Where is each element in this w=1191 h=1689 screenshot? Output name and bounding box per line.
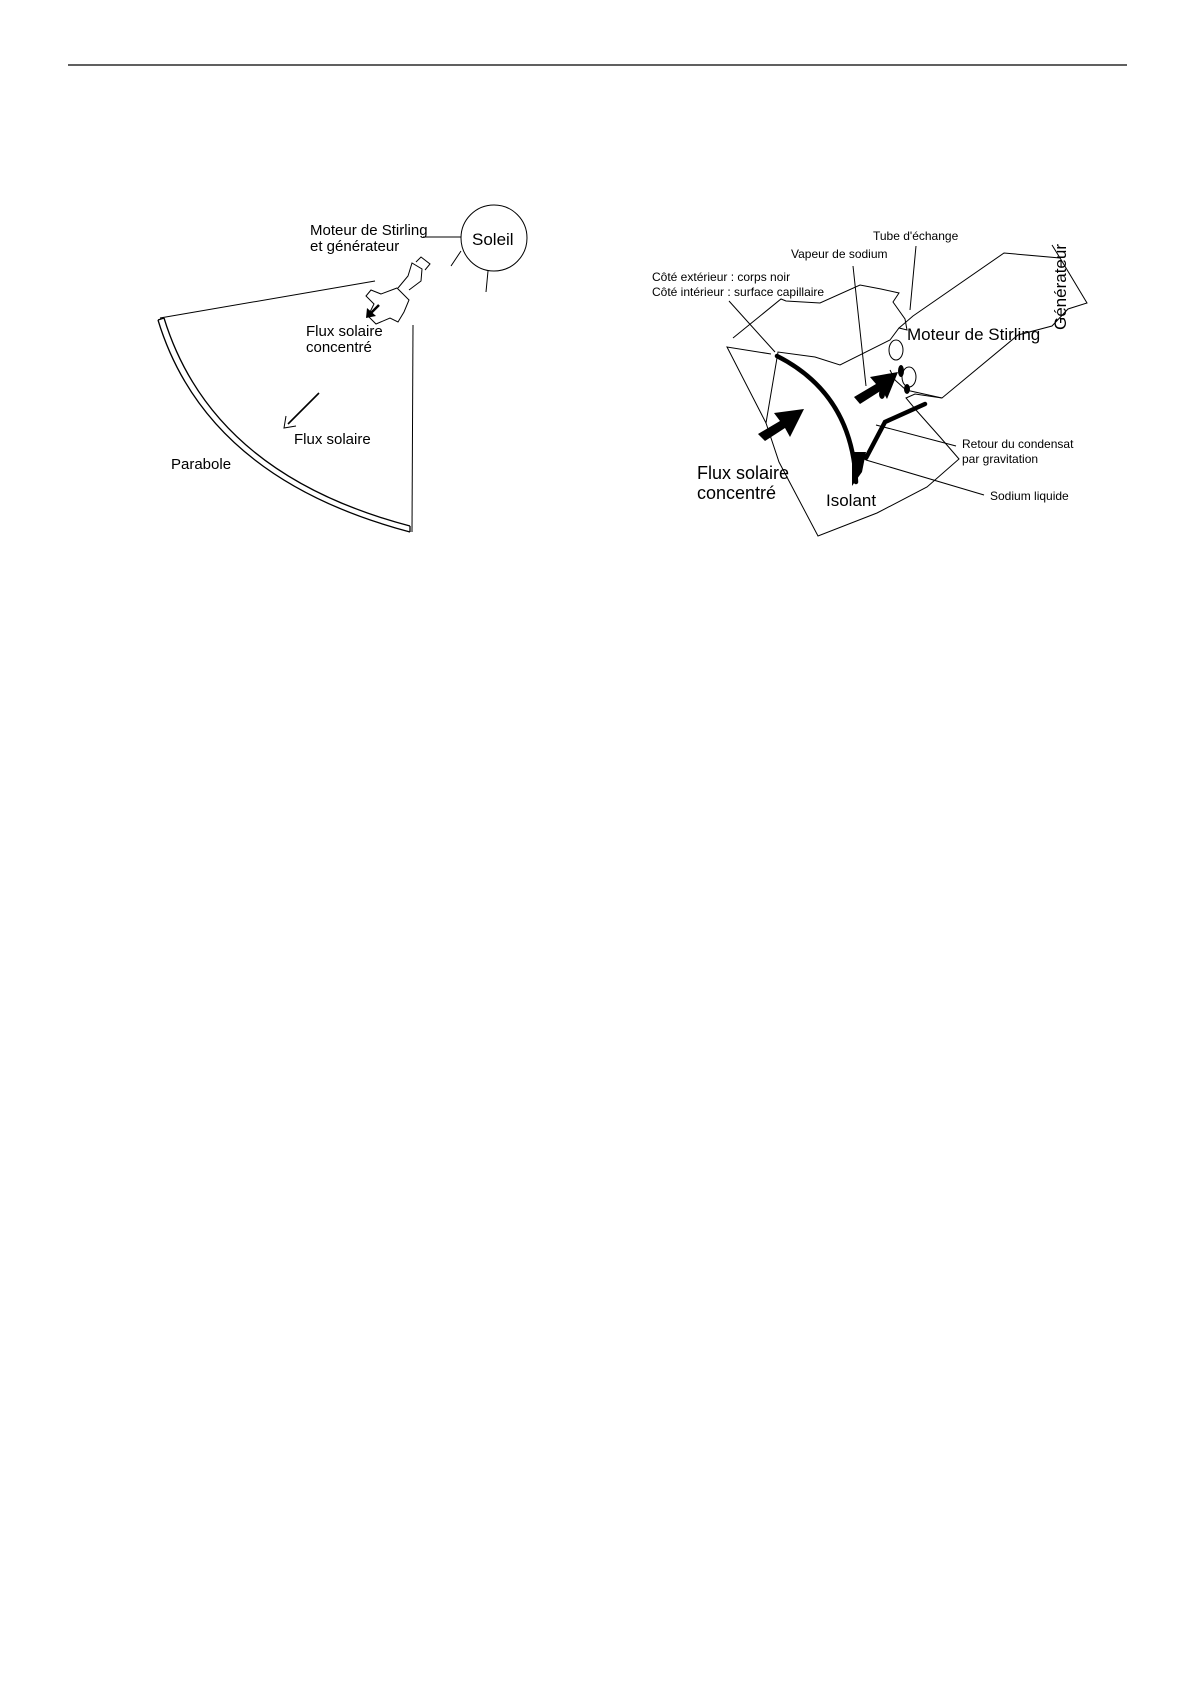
cylinder-1 bbox=[889, 340, 903, 360]
sun-label: Soleil bbox=[472, 230, 514, 249]
cylinder-2 bbox=[902, 367, 916, 387]
retour-label-line2: par gravitation bbox=[962, 452, 1039, 466]
figure-dish-stirling bbox=[158, 205, 527, 532]
figure-heatpipe-receiver bbox=[652, 229, 1087, 536]
solar-flux-label: Flux solaire bbox=[294, 431, 371, 448]
retour-label-line1: Retour du condensat bbox=[962, 437, 1074, 451]
solar-flux-arrow-shaft bbox=[288, 393, 319, 424]
concentrated-flux-arrow bbox=[758, 409, 804, 441]
dish-upper-ray bbox=[160, 281, 375, 318]
generator-label: Générateur bbox=[1051, 244, 1070, 330]
receiver-shape bbox=[366, 288, 409, 324]
stirling-label-line2: et générateur bbox=[310, 238, 400, 255]
vapeur-sodium-label: Vapeur de sodium bbox=[791, 247, 888, 261]
sun-ray-2 bbox=[486, 271, 488, 292]
cote-leader bbox=[729, 301, 775, 352]
droplet-1 bbox=[898, 365, 904, 377]
concentrated-flux-line1-right: Flux solaire bbox=[697, 463, 790, 483]
dish-right-ray bbox=[412, 325, 413, 532]
isolant-label: Isolant bbox=[826, 491, 877, 510]
retour-leader bbox=[876, 425, 956, 446]
sun-ray-1 bbox=[451, 251, 461, 266]
sodium-liquide-label: Sodium liquide bbox=[990, 489, 1069, 503]
stirling-engine-label: Moteur de Stirling bbox=[907, 325, 1041, 344]
concentrated-flux-line1: Flux solaire bbox=[306, 323, 383, 340]
housing-top-outline bbox=[727, 285, 907, 423]
cote-exterieur-label: Côté extérieur : corps noir bbox=[652, 270, 791, 284]
liquid-sodium-pool bbox=[852, 452, 866, 486]
stirling-label-line1: Moteur de Stirling bbox=[310, 222, 428, 239]
focal-receiver bbox=[366, 257, 430, 324]
tube-echange-label: Tube d'échange bbox=[873, 229, 959, 243]
cote-interieur-label: Côté intérieur : surface capillaire bbox=[652, 285, 825, 299]
parabola-label: Parabole bbox=[171, 456, 232, 473]
tube-echange-leader bbox=[910, 246, 916, 310]
engine-body bbox=[398, 263, 422, 290]
vapour-arrow bbox=[854, 372, 898, 404]
concentrated-arrow-shaft bbox=[371, 305, 379, 313]
droplet-2 bbox=[904, 384, 910, 394]
condensate-return-wall bbox=[866, 404, 925, 458]
parabola-inner bbox=[164, 318, 410, 526]
concentrated-flux-line2: concentré bbox=[306, 339, 372, 356]
engine-cap bbox=[416, 257, 430, 270]
concentrated-flux-line2-right: concentré bbox=[697, 483, 777, 503]
vapeur-leader bbox=[853, 266, 866, 386]
